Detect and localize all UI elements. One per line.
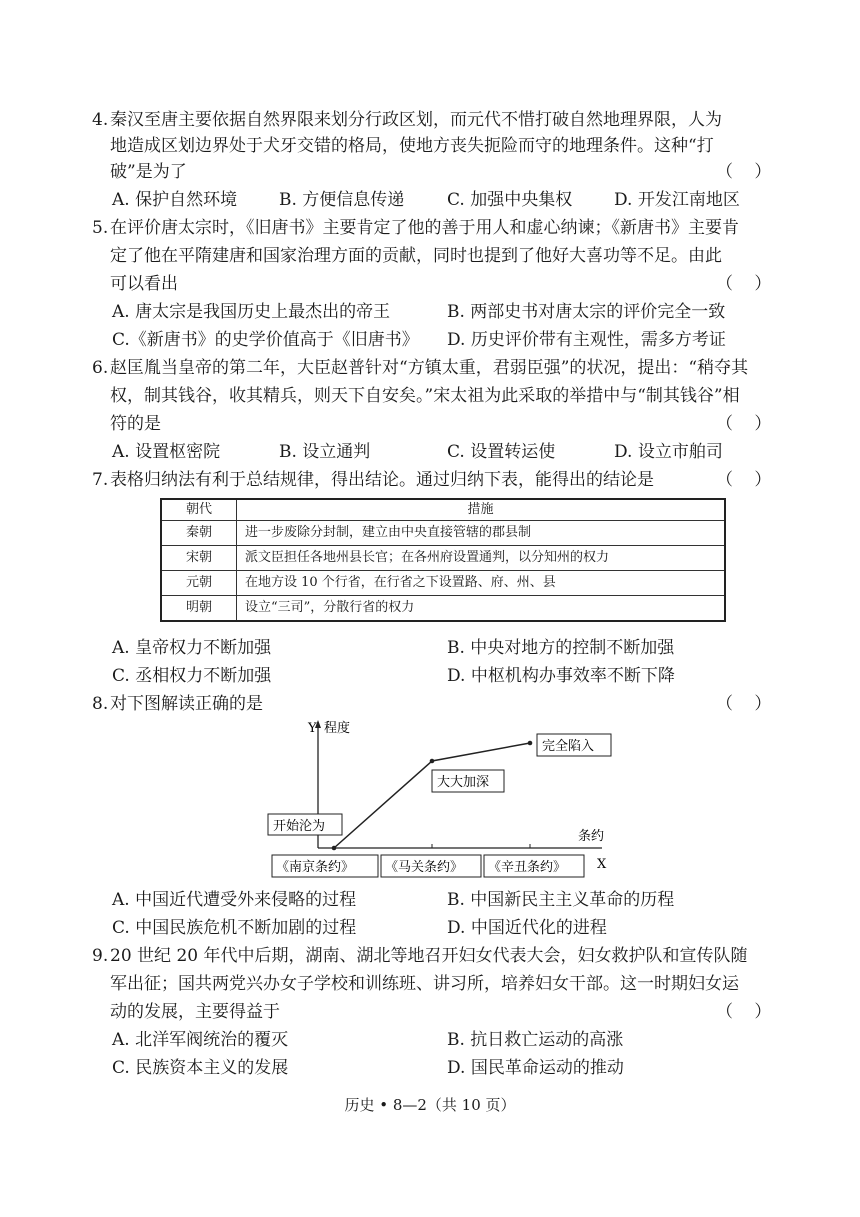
data-point (528, 741, 533, 746)
question-text: 表格归纳法有利于总结规律，得出结论。通过归纳下表，能得出的结论是 (110, 470, 654, 490)
answer-bracket: （ ） (716, 162, 780, 182)
option-a: A. 唐太宗是我国历史上最杰出的帝王 (112, 302, 391, 322)
option-c: C. 加强中央集权 (447, 190, 573, 210)
x-tick-label: 《南京条约》 (276, 860, 355, 875)
question-text: 符的是 (110, 414, 161, 434)
option-d: D. 历史评价带有主观性，需多方考证 (447, 330, 726, 350)
question-number: 4. (92, 110, 109, 130)
question-text: 破”是为了 (110, 162, 187, 182)
option-b: B. 中国新民主主义革命的历程 (447, 890, 675, 910)
option-c: C. 丞相权力不断加强 (112, 666, 272, 686)
table-row (161, 546, 725, 571)
table-header-cell: 朝代 (161, 499, 237, 521)
table-row (161, 596, 725, 622)
option-a: A. 皇帝权力不断加强 (112, 638, 272, 658)
question-text: 秦汉至唐主要依据自然界限来划分行政区划，而元代不惜打破自然地理界限，人为 (110, 110, 722, 130)
answer-bracket: （ ） (716, 1002, 780, 1022)
answer-bracket: （ ） (716, 414, 780, 434)
question-text: 赵匡胤当皇帝的第二年，大臣赵普针对“方镇太重，君弱臣强”的状况，提出：“稍夺其 (110, 358, 749, 378)
table-cell-dynasty: 明朝 (161, 596, 237, 622)
x-axis-label: 条约 (578, 829, 605, 844)
page-footer: 历史 • 8—2（共 10 页） (344, 1096, 516, 1114)
option-c: C. 民族资本主义的发展 (112, 1058, 289, 1078)
measures-table (160, 498, 726, 622)
option-a: A. 中国近代遭受外来侵略的过程 (112, 890, 357, 910)
option-d: D. 开发江南地区 (614, 190, 740, 210)
table-cell-measure: 派文臣担任各地州县长官；在各州府设置通判，以分知州的权力 (237, 546, 726, 571)
table-row (161, 571, 725, 596)
question-text: 20 世纪 20 年代中后期，湖南、湖北等地召开妇女代表大会，妇女救护队和宣传队随 (110, 946, 748, 966)
question-text: 动的发展，主要得益于 (110, 1002, 280, 1022)
point-label: 完全陷入 (542, 739, 595, 754)
point-label: 大大加深 (437, 775, 490, 790)
question-text: 在评价唐太宗时，《旧唐书》主要肯定了他的善于用人和虚心纳谏；《新唐书》主要肯 (110, 218, 739, 238)
table-cell-measure: 在地方设 10 个行省，在行省之下设置路、府、州、县 (237, 571, 726, 596)
question-number: 9. (92, 946, 109, 966)
option-d: D. 中枢机构办事效率不断下降 (447, 666, 675, 686)
table-header-cell: 措施 (237, 499, 726, 521)
option-b: B. 设立通判 (279, 442, 371, 462)
option-c: C. 设置转运使 (447, 442, 556, 462)
question-number: 8. (92, 694, 109, 714)
answer-bracket: （ ） (716, 694, 780, 714)
treaty-degree-diagram (264, 716, 624, 882)
option-d: D. 国民革命运动的推动 (447, 1058, 624, 1078)
option-a: A. 北洋军阀统治的覆灭 (112, 1030, 289, 1050)
answer-bracket: （ ） (716, 274, 780, 294)
option-d: D. 中国近代化的进程 (447, 918, 607, 938)
option-c: C.《新唐书》的史学价值高于《旧唐书》 (112, 330, 419, 350)
x-axis-letter: X (597, 857, 607, 872)
table-cell-measure: 设立“三司”，分散行省的权力 (237, 596, 726, 622)
option-d: D. 设立市舶司 (614, 442, 723, 462)
y-axis-label: 程度 (324, 721, 351, 736)
x-tick-label: 《马关条约》 (385, 860, 464, 875)
option-b: B. 抗日救亡运动的高涨 (447, 1030, 624, 1050)
data-point (430, 759, 435, 764)
question-text: 地造成区划边界处于犬牙交错的格局，使地方丧失扼险而守的地理条件。这种“打 (110, 136, 714, 156)
y-axis-letter: Y (308, 721, 317, 736)
table-cell-dynasty: 秦朝 (161, 521, 237, 546)
option-a: A. 保护自然环境 (112, 190, 238, 210)
question-text: 可以看出 (110, 274, 178, 294)
question-text: 对下图解读正确的是 (110, 694, 263, 714)
option-c: C. 中国民族危机不断加剧的过程 (112, 918, 357, 938)
table-header-row (161, 499, 725, 521)
data-point (332, 846, 337, 851)
option-b: B. 方便信息传递 (279, 190, 405, 210)
question-text: 定了他在平隋建唐和国家治理方面的贡献，同时也提到了他好大喜功等不足。由此 (110, 246, 722, 266)
table-cell-dynasty: 宋朝 (161, 546, 237, 571)
table-cell-measure: 进一步废除分封制，建立由中央直接管辖的郡县制 (237, 521, 726, 546)
x-tick-label: 《辛丑条约》 (488, 860, 567, 875)
option-b: B. 中央对地方的控制不断加强 (447, 638, 675, 658)
table-row (161, 521, 725, 546)
option-b: B. 两部史书对唐太宗的评价完全一致 (447, 302, 726, 322)
option-a: A. 设置枢密院 (112, 442, 221, 462)
answer-bracket: （ ） (716, 470, 780, 490)
question-number: 6. (92, 358, 109, 378)
table-cell-dynasty: 元朝 (161, 571, 237, 596)
question-number: 7. (92, 470, 109, 490)
question-text: 军出征；国共两党兴办女子学校和训练班、讲习所，培养妇女干部。这一时期妇女运 (110, 974, 739, 994)
point-label: 开始沦为 (273, 819, 326, 834)
question-text: 权，制其钱谷，收其精兵，则天下自安矣。”宋太祖为此采取的举措中与“制其钱谷”相 (110, 386, 740, 406)
question-number: 5. (92, 218, 109, 238)
